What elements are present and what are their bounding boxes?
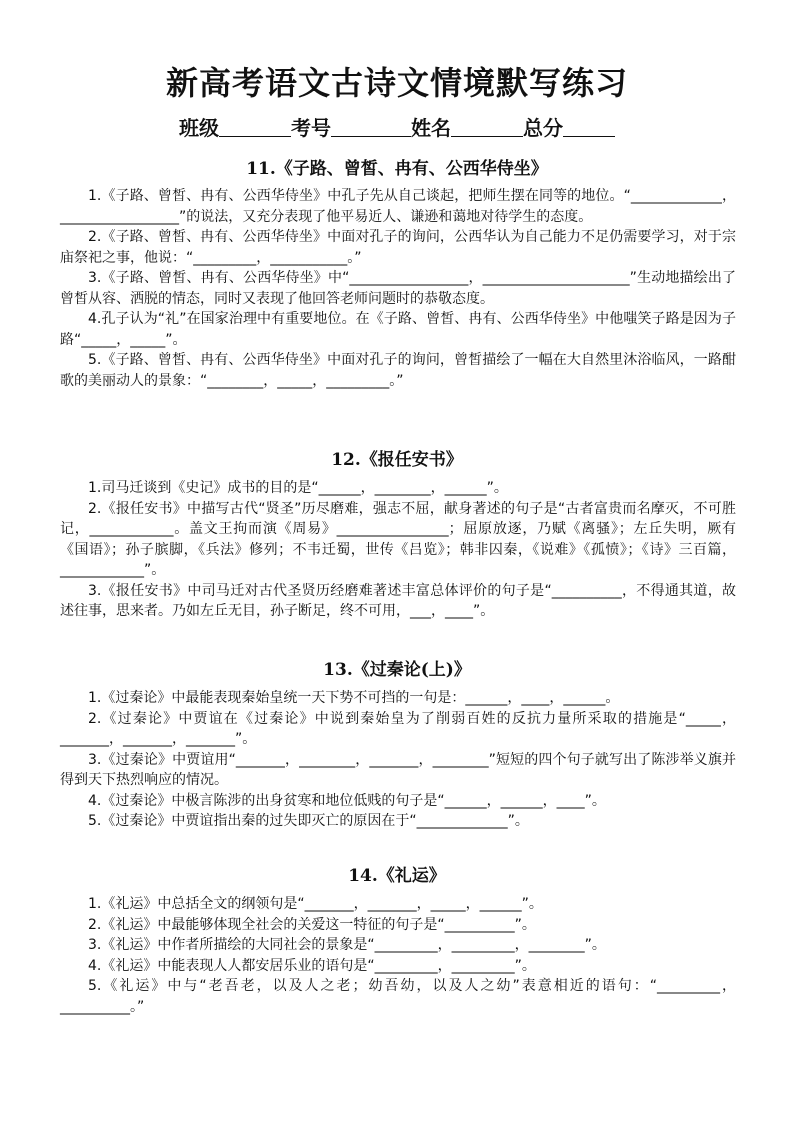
question-item: 2.《礼运》中最能够体现全社会的关爱这一特征的句子是“__________”。 <box>88 916 536 933</box>
exam-no-blank[interactable] <box>331 116 411 137</box>
student-info-line <box>0 112 794 141</box>
page-title: 新高考语文古诗文情境默写练习 <box>165 64 628 102</box>
question-item: 5.《礼运》中与“老吾老，以及人之老；幼吾幼，以及人之幼”表意相近的语句：“_________，__________。” <box>60 978 736 1015</box>
name-label: 姓名 <box>411 116 451 140</box>
question-item: 5.《子路、曾皙、冉有、公西华侍坐》中面对孔子的询问，曾皙描绘了一幅在大自然里沐浴临风，一路酣歌的美丽动人的景象：“________，_____，_________。” <box>60 352 736 389</box>
exam-no-label: 考号 <box>291 116 331 140</box>
question-item: 1.《过秦论》中最能表现秦始皇统一天下势不可挡的一句是：______，____，______。 <box>88 690 620 706</box>
name-blank[interactable] <box>451 116 523 137</box>
question-item: 4.孔子认为“礼”在国家治理中有重要地位。在《子路、曾皙、冉有、公西华侍坐》中他嗤笑子路是因为子路“_____，_____”。 <box>60 311 736 348</box>
question-item: 2.《过秦论》中贾谊在《过秦论》中说到秦始皇为了削弱百姓的反抗力量所采取的措施是“_____，_______，_______，_______”。 <box>60 710 736 747</box>
question-item: 1.《礼运》中总括全文的纲领句是“_______，_______，_____，______”。 <box>88 896 543 912</box>
question-item: 2.《报任安书》中描写古代“贤圣”历尽磨难，强志不屈，献身著述的句子是“古者富贵而名摩灭，不可胜记，____________。盖文王拘而演《周易》________________；屈原放逐，乃赋《离骚》；左丘失明，厥有《国语》；孙子膑脚，《兵法》修列；不韦迁蜀，世传《吕览》；韩非囚秦，《说难》《孤愤》；《诗》三百篇，____________”。 <box>60 500 736 578</box>
question-item: 3.《过秦论》中贾谊用“_______，________，_______，________”短短的四个句子就写出了陈涉举义旗并得到天下热烈响应的情况。 <box>60 751 736 788</box>
question-block <box>60 186 736 391</box>
class-label: 班级 <box>179 116 219 140</box>
section-title: 11.《子路、曾皙、冉有、公西华侍坐》 <box>246 159 548 179</box>
question-item: 3.《礼运》中作者所描绘的大同社会的景象是“_________，_________，________”。 <box>88 937 606 953</box>
question-item: 1.《子路、曾皙、冉有、公西华侍坐》中孔子先从自己谈起，把师生摆在同等的地位。“_____________，_________________”的说法，又充分表现了他平易近人、谦逊和蔼地对待学生的态度。 <box>60 188 736 225</box>
question-item: 4.《礼运》中能表现人人都安居乐业的语句是“_________，_________”。 <box>88 957 536 974</box>
question-item: 4.《过秦论》中极言陈涉的出身贫寒和地位低贱的句子是“______，______，____”。 <box>88 792 606 809</box>
question-block <box>60 894 736 1017</box>
class-blank[interactable] <box>219 116 291 137</box>
question-item: 5.《过秦论》中贾谊指出秦的过失即灭亡的原因在于“_____________”。 <box>88 813 529 829</box>
question-item: 3.《报任安书》中司马迁对古代圣贤历经磨难著述丰富总体评价的句子是“__________，不得通其道，故述往事，思来者。乃如左丘无目，孙子断足，终不可用，___，____”。 <box>60 582 736 619</box>
section-title: 14.《礼运》 <box>348 866 446 886</box>
question-item: 3.《子路、曾皙、冉有、公西华侍坐》中“_________________，_____________________”生动地描绘出了曾皙从容、洒脱的情态，同时又表现了他回答老师问题时的恭敬态度。 <box>60 270 736 307</box>
question-block <box>60 478 736 622</box>
section-title: 12.《报任安书》 <box>331 450 463 470</box>
question-item: 2.《子路、曾皙、冉有、公西华侍坐》中面对孔子的询问，公西华认为自己能力不足仍需要学习，对于宗庙祭祀之事，他说：“_________，___________。” <box>60 229 736 266</box>
question-item: 1.司马迁谈到《史记》成书的目的是“______，________，______”。 <box>88 480 508 496</box>
score-blank[interactable] <box>563 116 615 137</box>
section-title: 13.《过秦论(上)》 <box>323 660 471 680</box>
question-block <box>60 688 736 832</box>
score-label: 总分 <box>523 116 563 140</box>
